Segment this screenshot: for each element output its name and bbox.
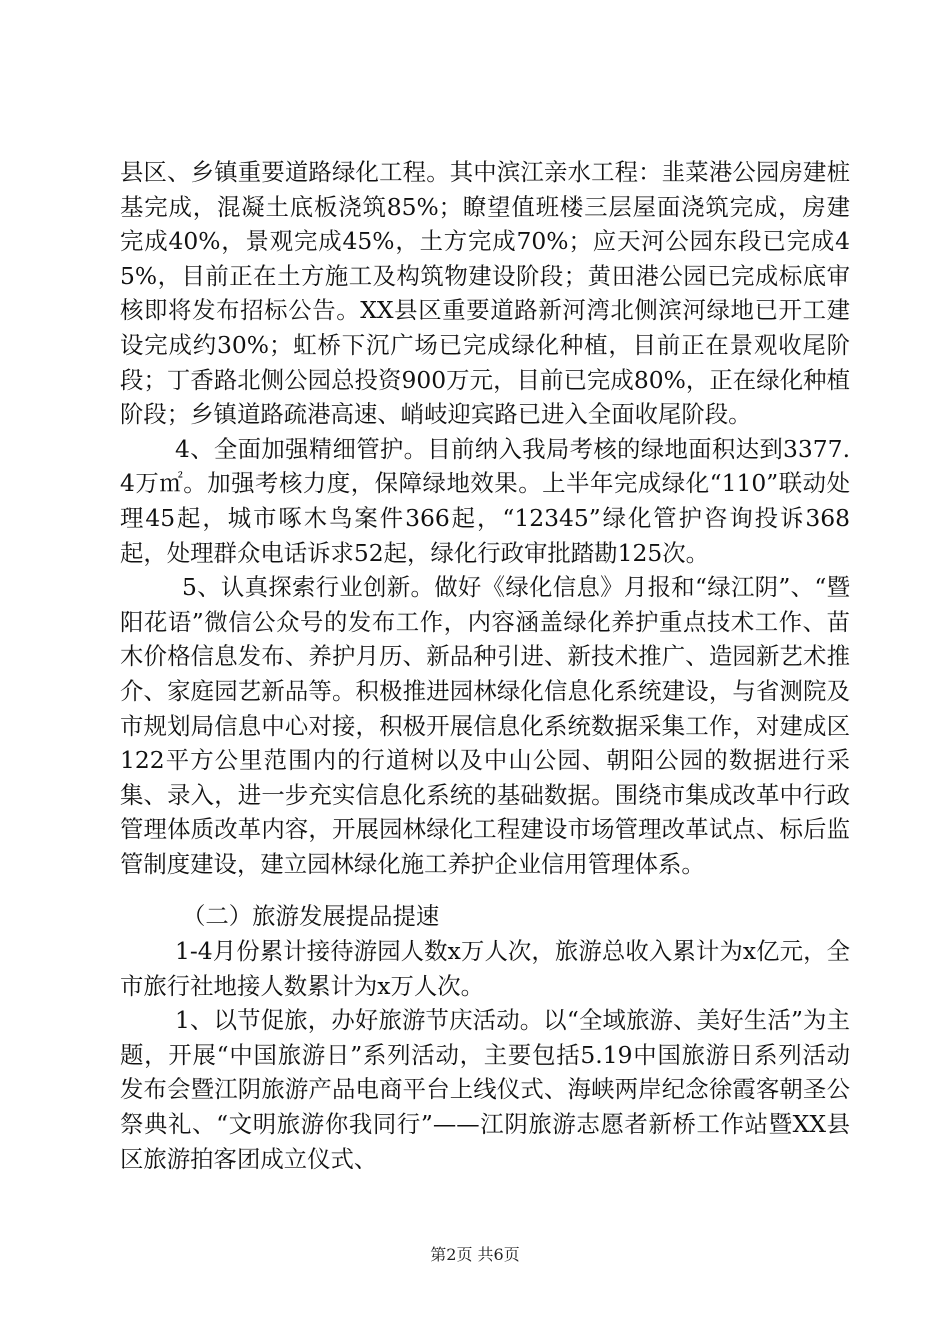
- page-footer: 第2页 共6页: [430, 1245, 520, 1264]
- paragraph-innovation: 5、认真探索行业创新。做好《绿化信息》月报和“绿江阴”、“暨阳花语”微信公众号的发布工作，内容涵盖绿化养护重点技术工作、苗木价格信息发布、养护月历、新品种引进、新技术推广、造园新艺术推介、家庭园艺新品等。积极推进园林绿化信息化系统建设，与省测院及市规划局信息中心对接，积极开展信息化系统数据采集工作，对建成区122平方公里范围内的行道树以及中山公园、朝阳公园的数据进行采集、录入，进一步充实信息化系统的基础数据。围绕市集成改革中行政管理体质改革内容，开展园林绿化工程建设市场管理改革试点、标后监管制度建设，建立园林绿化施工养护企业信用管理体系。: [120, 573, 850, 878]
- paragraph-tourism-stats: 1-4月份累计接待游园人数x万人次，旅游总收入累计为x亿元，全市旅行社地接人数累计为x万人次。: [120, 937, 850, 1000]
- section-heading-tourism: （二）旅游发展提品提速: [182, 902, 440, 931]
- document-body: [120, 155, 850, 1176]
- paragraph-greening-projects: 县区、乡镇重要道路绿化工程。其中滨江亲水工程：韭菜港公园房建桩基完成，混凝土底板浇筑85%；瞭望值班楼三层屋面浇筑完成，房建完成40%，景观完成45%，土方完成70%；应天河公园东段已完成45%，目前正在土方施工及构筑物建设阶段；黄田港公园已完成标底审核即将发布招标公告。XX县区重要道路新河湾北侧滨河绿地已开工建设完成约30%；虹桥下沉广场已完成绿化种植，目前正在景观收尾阶段；丁香路北侧公园总投资900万元，目前已完成80%，正在绿化种植阶段；乡镇道路疏港高速、峭岐迎宾路已进入全面收尾阶段。: [120, 158, 850, 429]
- paragraph-tourism-festival: 1、以节促旅，办好旅游节庆活动。以“全域旅游、美好生活”为主题，开展“中国旅游日”系列活动，主要包括5.19中国旅游日系列活动发布会暨江阴旅游产品电商平台上线仪式、海峡两岸纪念徐霞客朝圣公祭典礼、“文明旅游你我同行”——江阴旅游志愿者新桥工作站暨XX县区旅游拍客团成立仪式、: [120, 1006, 850, 1173]
- paragraph-maintenance: 4、全面加强精细管护。目前纳入我局考核的绿地面积达到3377.4万㎡。加强考核力度，保障绿地效果。上半年完成绿化“110”联动处理45起，城市啄木鸟案件366起，“12345”绿化管护咨询投诉368起，处理群众电话诉求52起，绿化行政审批踏勘125次。: [120, 434, 850, 567]
